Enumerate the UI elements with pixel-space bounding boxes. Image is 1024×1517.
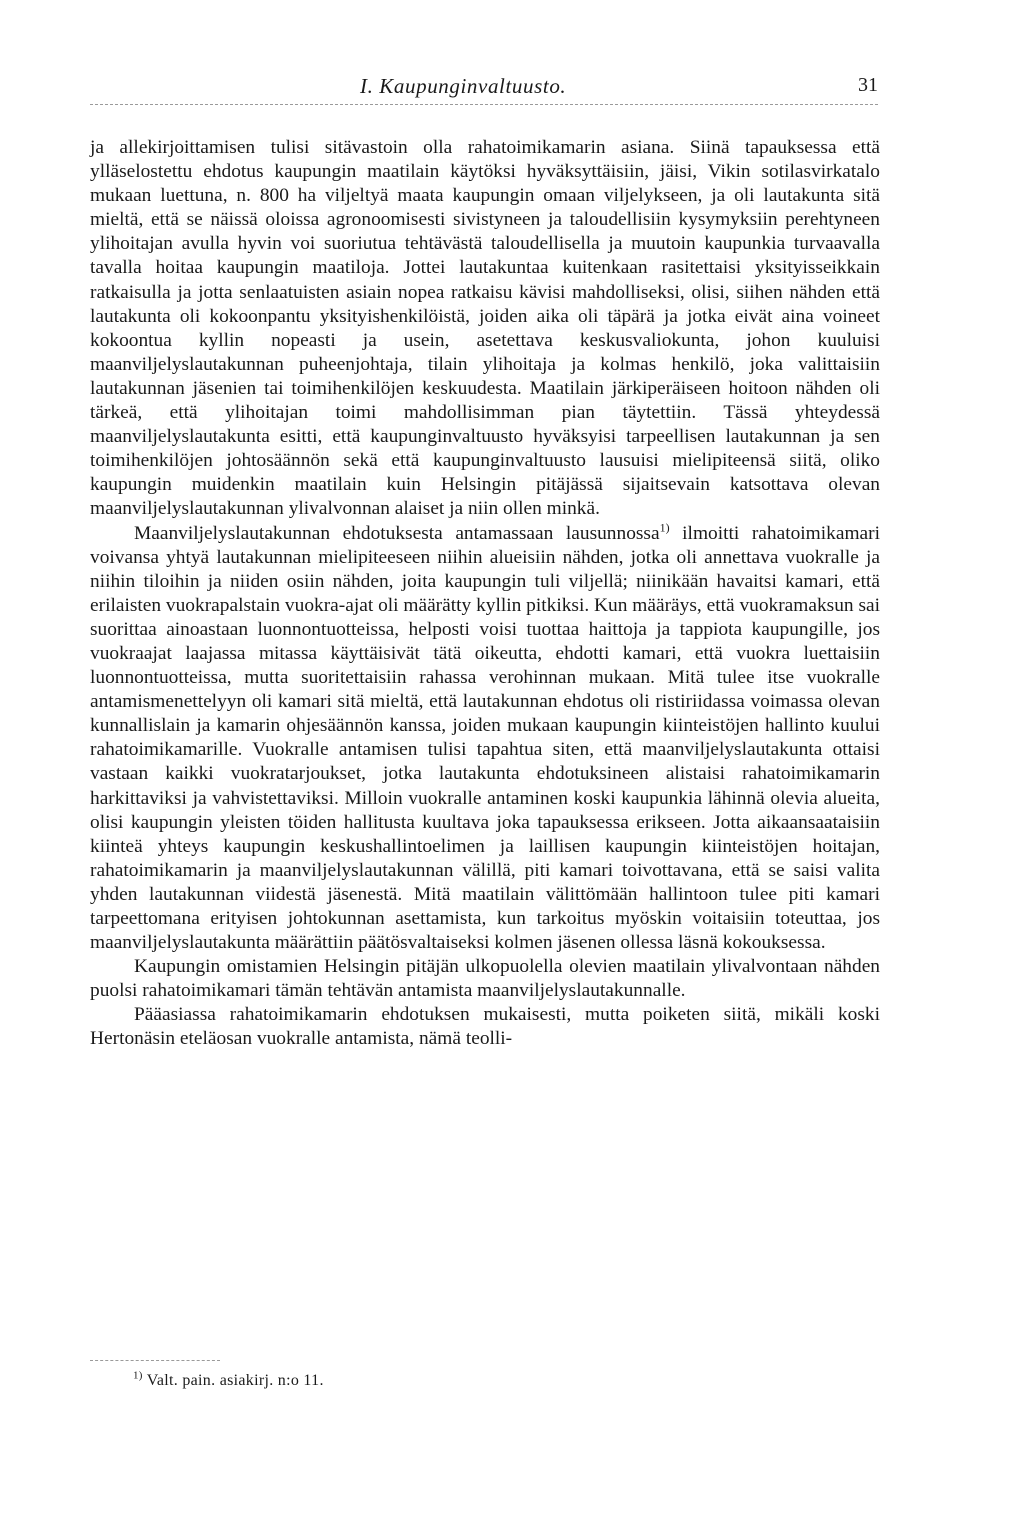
running-title: I. Kaupunginvaltuusto. [360,74,567,98]
footnote [133,1369,324,1390]
footnote-reference: 1) [659,520,670,535]
paragraph-3: Kaupungin omistamien Helsingin pitäjän ulkopuolella olevien maatilain ylivalvontaan nähden puolsi rahatoimikamari tämän tehtävän antamista maanviljelyslautakunnalle. [90,956,880,1002]
paragraph-2 [90,522,880,956]
paragraph-2-lead: Maanviljelyslautakunnan ehdotuksesta antamassaan lausunnossa [134,522,660,544]
header-rule [90,104,878,105]
footnote-rule [90,1360,220,1361]
body-text [90,136,880,1052]
paragraph-1: ja allekirjoittamisen tulisi sitävastoin olla rahatoimikamarin asiana. Siinä tapauksessa että ylläselostettu ehdotus kaupungin maatilain käytöksi hyväksyttäisiin, jäisi, Vikin sotilasvirkatalo mukaan luettuna, n. 800 ha viljeltyä maata kaupungin omaan viljelykseen, ja oli lautakunta sitä mieltä, että se näissä oloissa agronoomisesti sivistyneen ja taloudellisiin kysymyksiin perehtyneen ylihoitajan avulla hyvin voi suoriutua tehtävästä taloudellisella ja muutoin kaupunkia turvaavalla tavalla hoitaa kaupungin maatiloja. Jottei lautakuntaa kuitenkaan rasitettaisi yksityisseikkain ratkaisulla ja jotta senlaatuisten asiain nopea ratkaisu kävisi mahdolliseksi, olisi, siihen nähden että lautakunta oli kokoonpantu yksityishenkilöistä, joiden aika oli täpärä ja jotka eivät aina voineet kokoontua kyllin nopeasti ja usein, asetettava keskusvaliokunta, johon kuuluisi maanviljelyslautakunnan puheenjohtaja, tilain ylihoitaja ja kolmas henkilö, joka valittaisiin lautakunnan jäsenien tai toimihenkilöjen keskuudesta. Maatilain järkiperäiseen hoitoon nähden oli tärkeä, että ylihoitajan toimi mahdollisimman pian täytettiin. Tässä yhteydessä maanviljelyslautakunta esitti, että kaupunginvaltuusto hyväksyisi tarpeellisen lautakunnan ja sen toimihenkilöjen johtosäännön sekä että kaupunginvaltuusto lausuisi mielipiteensä siitä, oliko kaupungin muidenkin maatilain kuin Helsingin pitäjässä sijaitsevain katsottava olevan maanviljelyslautakunnan ylivalvonnan alaiset ja niin ollen minkä. [90,137,880,520]
paragraph-4: Pääasiassa rahatoimikamarin ehdotuksen mukaisesti, mutta poiketen siitä, mikäli koski Hertonäsin eteläosan vuokralle antamista, nämä teolli- [90,1004,880,1050]
paragraph-2-rest: ilmoitti rahatoimikamari voivansa yhtyä lautakunnan mielipiteeseen niihin alueisiin nähden, jotka oli annettava vuokralle ja niihin tiloihin ja niiden osiin nähden, joita kaupungin tuli viljellä; niinikään havaitsi kamari, että erilaisten vuokrapalstain vuokra-ajat oli määrätty kyllin pitkiksi. Kun määräys, että vuokramaksun sai suorittaa ainoastaan luonnontuotteissa, helposti voisi tuottaa haittoja ja tappiota kaupungille, jos vuokraajat laajassa mitassa käyttäisivät tätä oikeutta, ehdotti kamari, että vuokra luettaisiin luonnontuotteissa, mutta suoritettaisiin rahassa verohinnan mukaan. Mitä tulee itse vuokralle antamismenettelyyn oli kamari sitä mieltä, että lautakunnan ehdotus oli ristiriidassa voimassa olevan kunnallislain ja kamarin ohjesäännön kanssa, joiden mukaan kaupungin kiinteistöjen hallinto kuului rahatoimikamarille. Vuokralle antamisen tulisi tapahtua siten, että maanviljelyslautakunta ottaisi vastaan kaikki vuokratarjoukset, jotka lautakunta ehdotuksineen alistaisi rahatoimikamarin harkittaviksi ja vahvistettaviksi. Milloin vuokralle antaminen koski kaupunkia lähinnä olevia alueita, olisi kaupungin yleisten töiden hallitusta kuultava joka tapauksessa erikseen. Jotta aikaansaataisiin kiinteä yhteys kaupungin keskushallintoelimen ja laillisen kaupungin kiinteistöjen hoitajan, rahatoimikamarin ja maanviljelyslautakunnan välillä, piti kamari toivottavana, että se saisi valita yhden lautakunnan viidestä jäsenestä. Mitä maatilain välittömään hallintoon tulee piti kamari tarpeettomana erityisen johtokunnan asettamista, kun tarkoitus myöskin voitaisiin toteuttaa, jos maanviljelyslautakunta määrättiin päätösvaltaiseksi kolmen jäsenen ollessa läsnä kokouksessa. [90,522,880,954]
running-head [90,74,878,102]
page-number: 31 [858,74,878,96]
footnote-marker: 1) [133,1369,143,1382]
footnote-text: Valt. pain. asiakirj. n:o 11. [142,1372,324,1389]
